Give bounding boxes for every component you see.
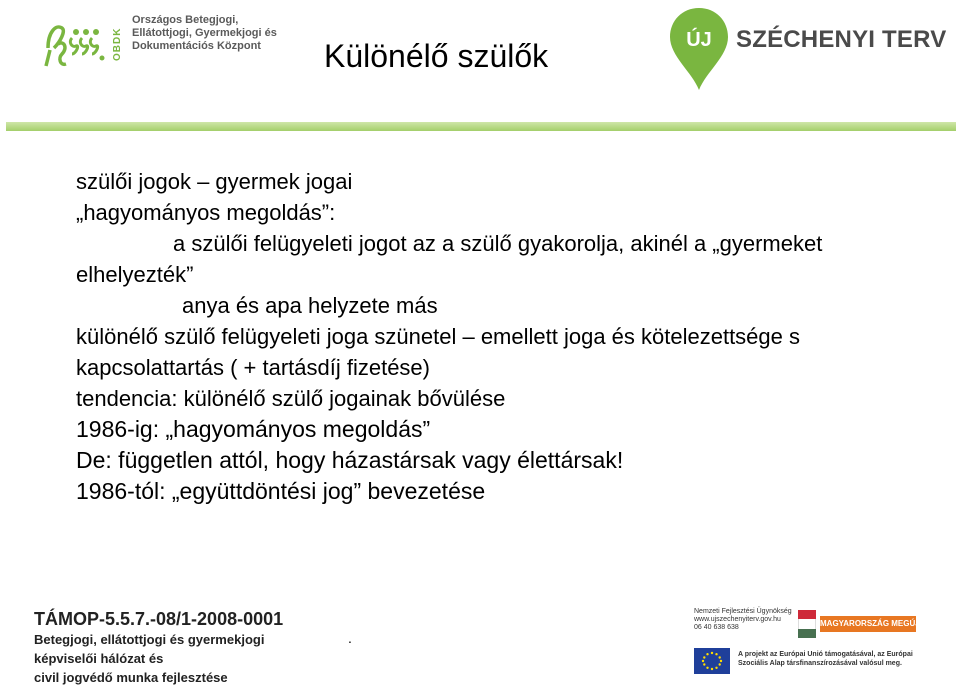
footer-funding-logos xyxy=(694,608,934,678)
project-line: Betegjogi, ellátottjogi és gyermekjogi xyxy=(34,632,265,647)
szt-text: SZÉCHENYI TERV xyxy=(736,26,947,53)
eu-funding-note xyxy=(738,650,934,668)
body-line: 1986-ig: „hagyományos megoldás” xyxy=(76,416,431,442)
obdk-name-line: Ellátottjogi, Gyermekjogi és xyxy=(132,27,277,39)
body-line: szülői jogok – gyermek jogai xyxy=(76,169,353,194)
nfu-info xyxy=(694,608,804,632)
body-line: kapcsolattartás ( + tartásdíj fizetése) xyxy=(76,355,430,380)
slide-title: Különélő szülők xyxy=(324,38,549,74)
slide-body xyxy=(76,166,956,507)
body-line: különélő szülő felügyeleti joga szünetel – emellett joga és kötelezettsége s xyxy=(76,324,801,349)
body-line: tendencia: különélő szülő jogainak bővülése xyxy=(76,386,506,411)
hungarian-flag-icon xyxy=(798,610,816,638)
eu-line: A projekt az Európai Unió támogatásával, az Európai xyxy=(738,651,913,658)
body-line: „hagyományos megoldás”: xyxy=(76,200,336,225)
header-divider xyxy=(6,122,956,131)
footer-dot: . xyxy=(348,630,352,646)
project-line: civil jogvédő munka fejlesztése xyxy=(34,670,228,685)
eu-flag-icon xyxy=(694,648,730,674)
body-line: a szülői felügyeleti jogot az a szülő gyakorolja, akinél a „gyermeket xyxy=(173,231,823,256)
obdk-logo-icon xyxy=(42,14,106,70)
obdk-abbr: OBDK xyxy=(112,27,123,61)
szt-badge: ÚJ xyxy=(686,29,712,51)
body-line: 1986-tól: „együttdöntési jog” bevezetése xyxy=(76,478,486,504)
obdk-name xyxy=(132,14,277,53)
nfu-line: www.ujszechenyiterv.gov.hu xyxy=(694,616,781,623)
szechenyi-terv-logo xyxy=(668,6,947,98)
project-line: képviselői hálózat és xyxy=(34,651,164,666)
obdk-name-line: Országos Betegjogi, xyxy=(132,14,239,26)
body-line: De: független attól, hogy házastársak vagy élettársak! xyxy=(76,447,624,473)
project-code: TÁMOP-5.5.7.-08/1-2008-0001 xyxy=(34,609,284,629)
magyarorszag-megujul-badge: MAGYARORSZÁG MEGÚJUL xyxy=(820,616,916,632)
map-pin-icon xyxy=(668,6,730,92)
body-line: elhelyezték” xyxy=(76,262,194,287)
nfu-line: Nemzeti Fejlesztési Ügynökség xyxy=(694,608,792,615)
obdk-name-line: Dokumentációs Központ xyxy=(132,40,261,52)
footer-project-info xyxy=(34,608,283,687)
eu-line: Szociális Alap társfinanszírozásával valósul meg. xyxy=(738,660,902,667)
body-line: anya és apa helyzete más xyxy=(182,293,438,318)
obdk-logo xyxy=(42,10,277,80)
nfu-line: 06 40 638 638 xyxy=(694,624,739,631)
